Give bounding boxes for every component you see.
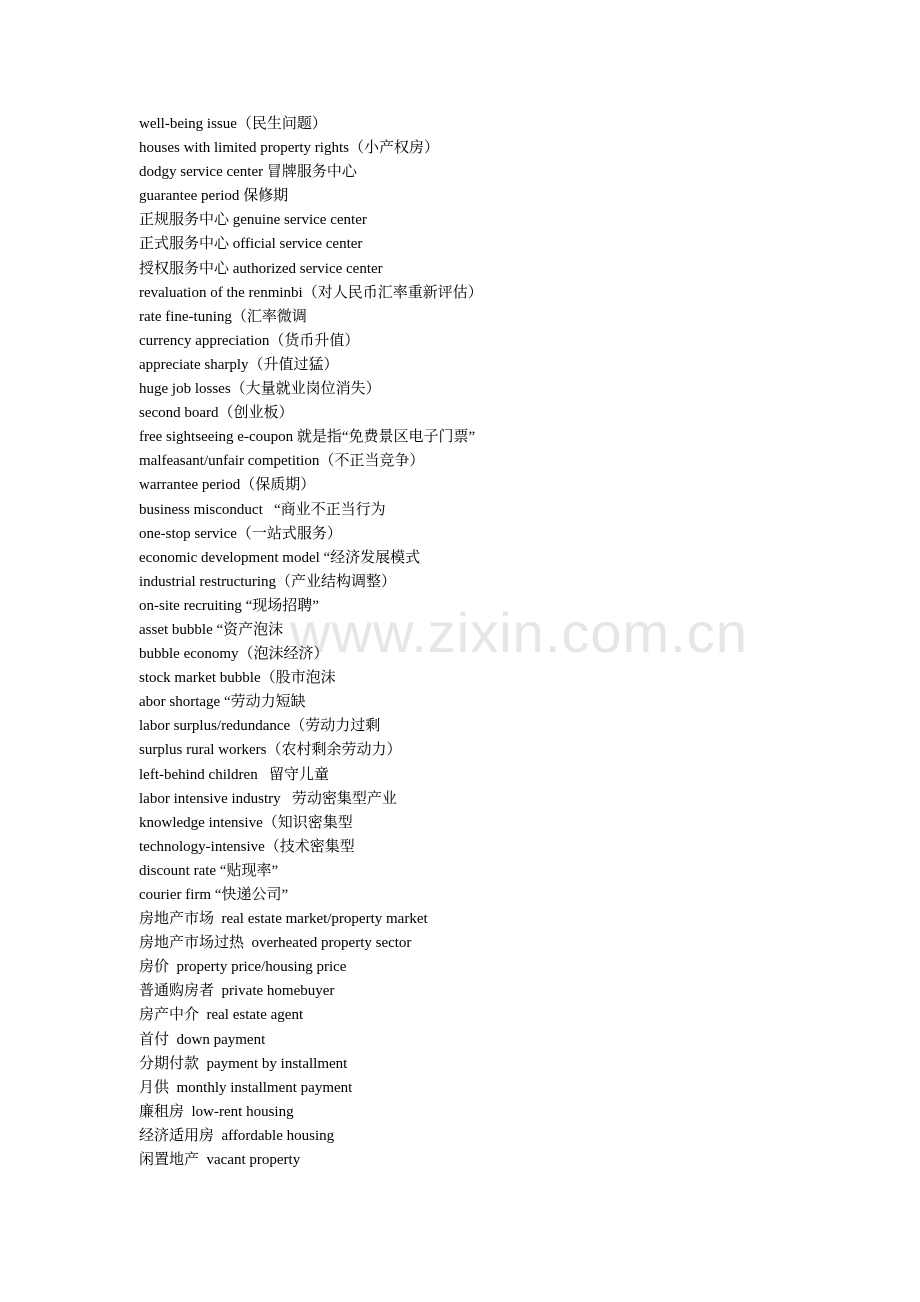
watermark: www.zixin.com.cn [290, 601, 748, 664]
glossary-entry: courier firm “快递公司” [139, 887, 289, 903]
glossary-entry: revaluation of the renminbi（对人民币汇率重新评估） [139, 284, 483, 301]
glossary-entry: 房价 property price/housing price [139, 959, 347, 976]
glossary-entry: 房产中介 real estate agent [139, 1007, 304, 1024]
glossary-entry: rate fine-tuning（汇率微调 [139, 308, 307, 325]
glossary-entry: appreciate sharply（升值过猛） [139, 356, 339, 373]
glossary-entry: 正式服务中心 official service center [139, 236, 363, 253]
glossary-entry: houses with limited property rights（小产权房） [139, 140, 439, 157]
glossary-entry: 房地产市场 real estate market/property market [139, 911, 428, 928]
glossary-entry: 普通购房者 private homebuyer [139, 983, 335, 1000]
glossary-entry: 廉租房 low-rent housing [139, 1103, 294, 1120]
glossary-entry: discount rate “贴现率” [139, 862, 279, 879]
glossary-entry: currency appreciation（货币升值） [139, 332, 360, 349]
glossary-entry: 经济适用房 affordable housing [139, 1127, 335, 1144]
glossary-entry: warrantee period（保质期） [139, 477, 316, 494]
glossary-entry: bubble economy（泡沫经济） [139, 646, 329, 663]
glossary-entry: knowledge intensive（知识密集型 [139, 814, 353, 831]
glossary-entry: labor surplus/redundance（劳动力过剩 [139, 718, 381, 735]
glossary-entry: industrial restructuring（产业结构调整） [139, 573, 397, 590]
glossary-entry: technology-intensive（技术密集型 [139, 838, 355, 855]
glossary-entry: left-behind children 留守儿童 [139, 766, 329, 783]
glossary-entry: second board（创业板） [139, 405, 294, 422]
glossary-entry: stock market bubble（股市泡沫 [139, 670, 336, 687]
glossary-entry: dodgy service center 冒牌服务中心 [139, 164, 357, 181]
glossary-entry: free sightseeing e-coupon 就是指“免费景区电子门票” [139, 429, 476, 446]
glossary-entry: 月供 monthly installment payment [139, 1079, 353, 1096]
glossary-entry: economic development model “经济发展模式 [139, 549, 421, 566]
glossary-entry: 房地产市场过热 overheated property sector [139, 935, 412, 952]
glossary-entry: business misconduct “商业不正当行为 [139, 501, 386, 518]
glossary-entry: surplus rural workers（农村剩余劳动力） [139, 742, 402, 759]
glossary-entry: guarantee period 保修期 [139, 188, 289, 205]
glossary-entry: labor intensive industry 劳动密集型产业 [139, 790, 397, 807]
glossary-entry: 授权服务中心 authorized service center [139, 260, 383, 277]
glossary-entry: 首付 down payment [139, 1031, 266, 1048]
glossary-entry: 闲置地产 vacant property [139, 1152, 301, 1169]
glossary-entry: malfeasant/unfair competition（不正当竞争） [139, 453, 425, 470]
glossary-entry: huge job losses（大量就业岗位消失） [139, 381, 381, 398]
glossary-entry: one-stop service（一站式服务） [139, 525, 342, 542]
glossary-entry: abor shortage “劳动力短缺 [139, 694, 306, 711]
glossary-list [139, 112, 483, 1172]
glossary-entry: well-being issue（民生问题） [139, 116, 327, 132]
glossary-entry: asset bubble “资产泡沫 [139, 621, 284, 638]
glossary-entry: on-site recruiting “现场招聘” [139, 597, 319, 614]
glossary-entry: 分期付款 payment by installment [139, 1055, 348, 1072]
glossary-entry: 正规服务中心 genuine service center [139, 212, 367, 229]
